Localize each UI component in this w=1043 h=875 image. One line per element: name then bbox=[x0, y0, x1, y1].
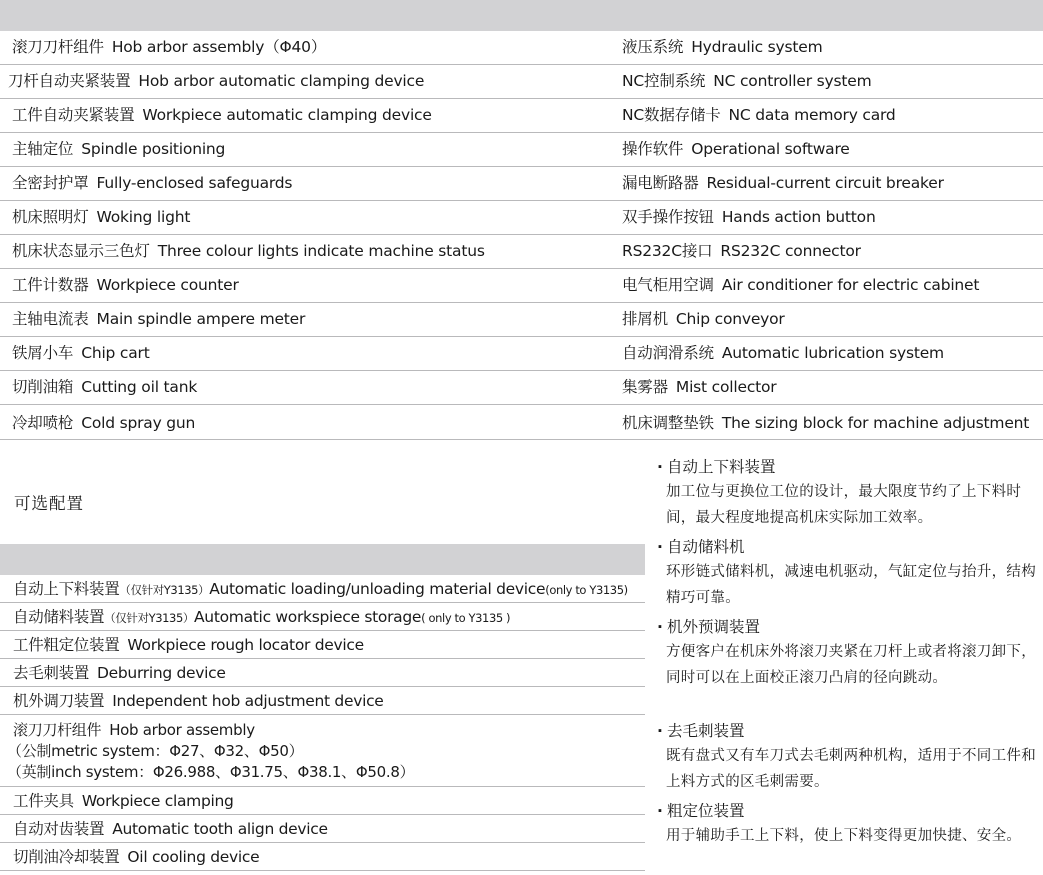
std-left-cell bbox=[12, 167, 292, 200]
std-right-en: The sizing block for machine adjustment bbox=[721, 414, 1030, 432]
feature-head bbox=[653, 719, 1038, 743]
std-left-en: Main spindle ampere meter bbox=[96, 310, 306, 328]
std-left-zh: 主轴电流表 bbox=[12, 310, 89, 328]
feature-title: 去毛刺装置 bbox=[667, 722, 745, 740]
bullet-dot-icon: · bbox=[657, 538, 663, 556]
opt-en: Workpiece clamping bbox=[81, 792, 234, 810]
feature-title: 机外预调装置 bbox=[667, 618, 761, 636]
feature-head bbox=[653, 615, 1038, 639]
std-left-zh: 工件计数器 bbox=[12, 276, 89, 294]
std-right-zh: RS232C接口 bbox=[622, 242, 713, 260]
table-row bbox=[0, 787, 645, 815]
table-row bbox=[0, 631, 645, 659]
std-right-cell bbox=[622, 405, 1029, 440]
table-row bbox=[0, 201, 1043, 235]
std-left-cell bbox=[12, 99, 432, 132]
opt-zh: 机外调刀装置 bbox=[13, 692, 105, 710]
std-right-cell bbox=[622, 337, 944, 370]
optional-header-band bbox=[0, 544, 645, 575]
feature-desc: 用于辅助手工上下料，使上下料变得更加快捷、安全。 bbox=[666, 828, 1022, 844]
opt-note: （仅针对Y3135） bbox=[119, 583, 210, 597]
table-row bbox=[0, 167, 1043, 201]
table-row bbox=[0, 65, 1043, 99]
standard-header-band bbox=[0, 0, 1043, 31]
std-right-zh: 操作软件 bbox=[622, 140, 684, 158]
std-left-en: Fully-enclosed safeguards bbox=[96, 174, 293, 192]
std-left-zh: 全密封护罩 bbox=[12, 174, 89, 192]
std-right-zh: 双手操作按钮 bbox=[622, 208, 714, 226]
std-right-zh: 排屑机 bbox=[622, 310, 668, 328]
feature-item bbox=[653, 455, 1038, 531]
bullet-dot-icon: · bbox=[657, 458, 663, 476]
feature-desc: 加工位与更换位工位的设计，最大限度节约了上下料时间，最大程度地提高机床实际加工效率。 bbox=[666, 484, 1022, 526]
std-left-cell bbox=[12, 337, 150, 370]
std-left-en: Spindle positioning bbox=[81, 140, 226, 158]
std-left-cell bbox=[8, 65, 424, 98]
opt-en: Automatic tooth align device bbox=[112, 820, 328, 838]
std-right-zh: 机床调整垫铁 bbox=[622, 414, 714, 432]
std-left-en: Cold spray gun bbox=[81, 414, 196, 432]
std-right-zh: 电气柜用空调 bbox=[622, 276, 714, 294]
opt-zh: 自动储料装置 bbox=[13, 608, 105, 626]
table-row bbox=[0, 815, 645, 843]
std-right-cell bbox=[622, 65, 871, 98]
table-row bbox=[0, 133, 1043, 167]
std-right-en: Air conditioner for electric cabinet bbox=[721, 276, 980, 294]
std-left-cell bbox=[12, 405, 195, 440]
std-right-cell bbox=[622, 371, 776, 404]
feature-item bbox=[653, 719, 1038, 795]
opt-en: Automatic loading/unloading material device bbox=[209, 580, 546, 598]
std-right-cell bbox=[622, 99, 896, 132]
std-right-cell bbox=[622, 303, 785, 336]
opt-zh: 自动对齿装置 bbox=[13, 820, 105, 838]
std-left-zh: 机床照明灯 bbox=[12, 208, 89, 226]
std-right-en: NC data memory card bbox=[728, 106, 896, 124]
std-right-zh: NC控制系统 bbox=[622, 72, 706, 90]
std-left-en: Workpiece counter bbox=[96, 276, 239, 294]
opt-en: Oil cooling device bbox=[127, 848, 260, 866]
std-right-en: RS232C connector bbox=[720, 242, 861, 260]
opt-zh: 工件夹具 bbox=[13, 792, 74, 810]
std-right-cell bbox=[622, 235, 861, 268]
std-right-en: Operational software bbox=[691, 140, 850, 158]
opt-note: （仅针对Y3135） bbox=[104, 611, 194, 625]
opt-en-note: ( only to Y3135 ) bbox=[421, 611, 511, 625]
feature-item bbox=[653, 535, 1038, 611]
std-right-en: Residual-current circuit breaker bbox=[706, 174, 944, 192]
std-left-en: Chip cart bbox=[81, 344, 150, 362]
opt-zh: 去毛刺装置 bbox=[13, 664, 90, 682]
table-row bbox=[0, 269, 1043, 303]
opt-zh: 滚刀刀杆组件 bbox=[13, 721, 102, 739]
table-row bbox=[0, 337, 1043, 371]
std-left-cell bbox=[12, 235, 485, 268]
feature-desc: 既有盘式又有车刀式去毛刺两种机构，适用于不同工件和上料方式的区毛刺需要。 bbox=[666, 748, 1036, 790]
std-right-cell bbox=[622, 133, 850, 166]
opt-en: Hob arbor assembly bbox=[109, 721, 255, 739]
std-left-zh: 铁屑小车 bbox=[12, 344, 74, 362]
opt-zh: 工件粗定位装置 bbox=[13, 636, 120, 654]
std-right-zh: 自动润滑系统 bbox=[622, 344, 714, 362]
table-row bbox=[0, 303, 1043, 337]
feature-title: 自动储料机 bbox=[667, 538, 745, 556]
std-right-en: Chip conveyor bbox=[675, 310, 785, 328]
feature-item bbox=[653, 615, 1038, 691]
table-row bbox=[0, 843, 645, 871]
bullet-dot-icon: · bbox=[657, 618, 663, 636]
std-left-zh: 刀杆自动夹紧装置 bbox=[8, 72, 131, 90]
optional-config-title: 可选配置 bbox=[14, 494, 84, 513]
opt-en: Independent hob adjustment device bbox=[112, 692, 384, 710]
opt-zh: 切削油冷却装置 bbox=[13, 848, 120, 866]
std-right-en: NC controller system bbox=[713, 72, 872, 90]
std-left-en: Hob arbor assembly（Φ40） bbox=[111, 38, 327, 56]
opt-en-note: (only to Y3135) bbox=[545, 583, 628, 597]
feature-item bbox=[653, 799, 1038, 849]
hob-metric-sizes: （公制metric system：Φ27、Φ32、Φ50） bbox=[7, 742, 304, 760]
std-right-en: Automatic lubrication system bbox=[721, 344, 944, 362]
table-row bbox=[0, 715, 645, 787]
std-right-cell bbox=[622, 269, 979, 302]
table-row bbox=[0, 31, 1043, 65]
table-row bbox=[0, 659, 645, 687]
feature-head bbox=[653, 455, 1038, 479]
table-row bbox=[0, 371, 1043, 405]
hob-inch-sizes: （英制inch system：Φ26.988、Φ31.75、Φ38.1、Φ50.8） bbox=[7, 763, 415, 781]
feature-desc: 环形链式储料机，减速电机驱动，气缸定位与抬升，结构精巧可靠。 bbox=[666, 564, 1036, 606]
std-right-en: Hands action button bbox=[721, 208, 876, 226]
table-row bbox=[0, 575, 645, 603]
std-left-zh: 冷却喷枪 bbox=[12, 414, 74, 432]
std-left-cell bbox=[12, 371, 197, 404]
std-right-zh: 集雾器 bbox=[622, 378, 668, 396]
feature-desc: 方便客户在机床外将滚刀夹紧在刀杆上或者将滚刀卸下，同时可以在上面校正滚刀凸肩的径向跳动。 bbox=[666, 644, 1036, 686]
std-right-cell bbox=[622, 31, 822, 64]
table-row bbox=[0, 603, 645, 631]
feature-title: 自动上下料装置 bbox=[667, 458, 776, 476]
opt-en: Deburring device bbox=[97, 664, 226, 682]
feature-head bbox=[653, 799, 1038, 823]
std-right-en: Mist collector bbox=[675, 378, 777, 396]
table-row bbox=[0, 235, 1043, 269]
std-right-zh: 漏电断路器 bbox=[622, 174, 699, 192]
std-right-cell bbox=[622, 201, 876, 234]
std-left-en: Three colour lights indicate machine status bbox=[157, 242, 485, 260]
std-left-cell bbox=[12, 269, 239, 302]
std-left-cell bbox=[12, 201, 190, 234]
table-row bbox=[0, 99, 1043, 133]
std-left-en: Woking light bbox=[96, 208, 191, 226]
bullet-dot-icon: · bbox=[657, 722, 663, 740]
std-right-cell bbox=[622, 167, 944, 200]
feature-title: 粗定位装置 bbox=[667, 802, 745, 820]
opt-en: Workpiece rough locator device bbox=[127, 636, 364, 654]
table-row bbox=[0, 687, 645, 715]
table-row bbox=[0, 405, 1043, 440]
hob-row-head bbox=[13, 720, 645, 741]
bullet-dot-icon: · bbox=[657, 802, 663, 820]
std-left-zh: 滚刀刀杆组件 bbox=[12, 38, 104, 56]
opt-zh: 自动上下料装置 bbox=[13, 580, 120, 598]
std-left-zh: 主轴定位 bbox=[12, 140, 74, 158]
opt-en: Automatic workspiece storage bbox=[194, 608, 422, 626]
std-left-cell bbox=[12, 31, 326, 64]
std-left-cell bbox=[12, 303, 305, 336]
std-left-en: Workpiece automatic clamping device bbox=[142, 106, 432, 124]
std-left-en: Cutting oil tank bbox=[81, 378, 198, 396]
feature-head bbox=[653, 535, 1038, 559]
std-left-zh: 切削油箱 bbox=[12, 378, 74, 396]
std-right-zh: 液压系统 bbox=[622, 38, 684, 56]
std-left-zh: 机床状态显示三色灯 bbox=[12, 242, 150, 260]
std-left-cell bbox=[12, 133, 225, 166]
std-right-en: Hydraulic system bbox=[691, 38, 823, 56]
std-left-zh: 工件自动夹紧装置 bbox=[12, 106, 135, 124]
std-right-zh: NC数据存储卡 bbox=[622, 106, 721, 124]
std-left-en: Hob arbor automatic clamping device bbox=[138, 72, 425, 90]
